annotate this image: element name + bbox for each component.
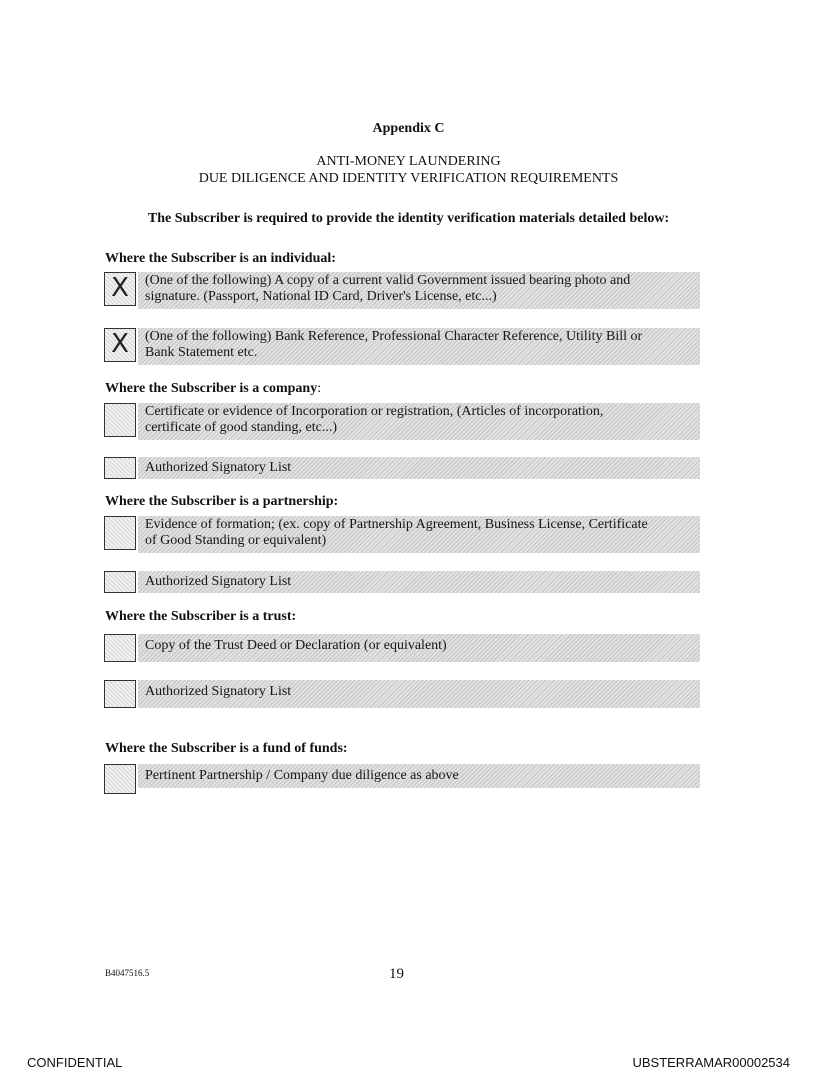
- item-text: Copy of the Trust Deed or Declaration (or equivalent): [138, 634, 700, 662]
- section-heading-fund-of-funds: Where the Subscriber is a fund of funds:: [105, 741, 348, 756]
- list-item: [104, 764, 700, 794]
- section-heading-company: Where the Subscriber is a company:: [105, 381, 322, 396]
- section-heading-trust: Where the Subscriber is a trust:: [105, 609, 297, 624]
- item-text: (One of the following) Bank Reference, Professional Character Reference, Utility Bill or Bank Statement etc.: [138, 328, 700, 365]
- list-item: [104, 272, 700, 309]
- item-text: Evidence of formation; (ex. copy of Partnership Agreement, Business License, Certificate of Good Standing or equivalent): [138, 516, 700, 553]
- appendix-title: Appendix C: [372, 121, 445, 136]
- list-item: [104, 571, 700, 593]
- confidential-label: CONFIDENTIAL: [27, 1055, 123, 1070]
- document-id: B4047516.5: [105, 968, 150, 978]
- checkbox-individual-reference[interactable]: X: [104, 328, 136, 362]
- item-text: Authorized Signatory List: [138, 571, 700, 593]
- list-item: [104, 680, 700, 708]
- item-text: Authorized Signatory List: [138, 680, 700, 708]
- checkbox-company-signatory[interactable]: [104, 457, 136, 479]
- checkbox-trust-deed[interactable]: [104, 634, 136, 662]
- page-number: 19: [389, 966, 404, 982]
- checkbox-individual-id[interactable]: X: [104, 272, 136, 306]
- checkbox-partnership-formation[interactable]: [104, 516, 136, 550]
- checkbox-company-incorporation[interactable]: [104, 403, 136, 437]
- list-item: [104, 328, 700, 365]
- instruction-text: The Subscriber is required to provide the identity verification materials detailed below:: [147, 211, 670, 226]
- list-item: [104, 516, 700, 553]
- item-text: Pertinent Partnership / Company due diligence as above: [138, 764, 700, 788]
- item-text: (One of the following) A copy of a current valid Government issued bearing photo and signature. (Passport, National ID Card, Driver's License, etc...): [138, 272, 700, 309]
- checkbox-partnership-signatory[interactable]: [104, 571, 136, 593]
- bates-number: UBSTERRAMAR00002534: [632, 1055, 790, 1070]
- checkbox-trust-signatory[interactable]: [104, 680, 136, 708]
- section-heading-individual: Where the Subscriber is an individual:: [105, 251, 336, 266]
- list-item: [104, 457, 700, 479]
- checkbox-fund-of-funds[interactable]: [104, 764, 136, 794]
- item-text: Authorized Signatory List: [138, 457, 700, 479]
- list-item: [104, 403, 700, 440]
- item-text: Certificate or evidence of Incorporation or registration, (Articles of incorporation, certificate of good standing, etc...): [138, 403, 700, 440]
- list-item: [104, 634, 700, 662]
- subtitle-line-2: DUE DILIGENCE AND IDENTITY VERIFICATION REQUIREMENTS: [198, 171, 619, 186]
- subtitle-line-1: ANTI-MONEY LAUNDERING: [316, 154, 501, 169]
- section-heading-partnership: Where the Subscriber is a partnership:: [105, 494, 339, 509]
